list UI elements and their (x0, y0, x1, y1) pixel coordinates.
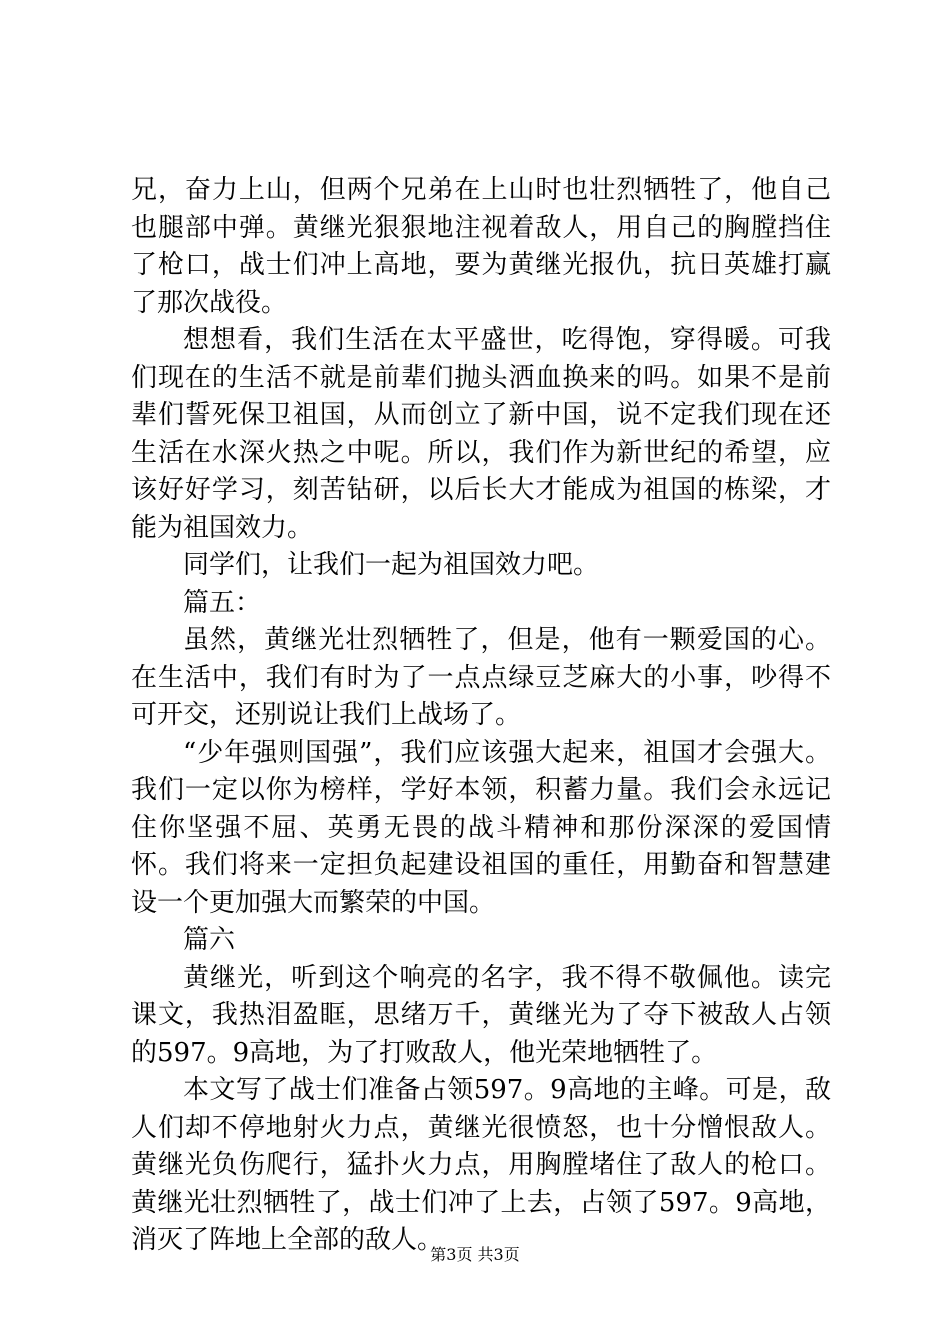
document-body (131, 172, 831, 1260)
paragraph: 本文写了战士们准备占领597。9高地的主峰。可是，敌人们却不停地射火力点，黄继光很愤怒，也十分憎恨敌人。黄继光负伤爬行，猛扑火力点，用胸膛堵住了敌人的枪口。黄继光壮烈牺牲了，战士们冲了上去，占领了597。9高地，消灭了阵地上全部的敌人。 (131, 1075, 831, 1255)
paragraph: 想想看，我们生活在太平盛世，吃得饱，穿得暖。可我们现在的生活不就是前辈们抛头洒血换来的吗。如果不是前辈们誓死保卫祖国，从而创立了新中国，说不定我们现在还生活在水深火热之中呢。所以，我们作为新世纪的希望，应该好好学习，刻苦钻研，以后长大才能成为祖国的栋梁，才能为祖国效力。 (131, 325, 831, 543)
paragraph: 黄继光，听到这个响亮的名字，我不得不敬佩他。读完课文，我热泪盈眶，思绪万千，黄继光为了夺下被敌人占领的597。9高地，为了打败敌人，他光荣地牺牲了。 (131, 962, 831, 1068)
paragraph: “少年强则国强”，我们应该强大起来，祖国才会强大。我们一定以你为榜样，学好本领，积蓄力量。我们会永远记住你坚强不屈、英勇无畏的战斗精神和那份深深的爱国情怀。我们将来一定担负起建设祖国的重任，用勤奋和智慧建设一个更加强大而繁荣的中国。 (131, 737, 831, 918)
paragraph: 虽然，黄继光壮烈牺牲了，但是，他有一颗爱国的心。在生活中，我们有时为了一点点绿豆芝麻大的小事，吵得不可开交，还别说让我们上战场了。 (131, 625, 831, 730)
page-number-footer: 第3页 共3页 (430, 1245, 520, 1264)
section-heading: 篇六 (183, 925, 236, 955)
paragraph: 兄，奋力上山，但两个兄弟在上山时也壮烈牺牲了，他自己也腿部中弹。黄继光狠狠地注视着敌人，用自己的胸膛挡住了枪口，战士们冲上高地，要为黄继光报仇，抗日英雄打赢了那次战役。 (131, 175, 831, 318)
paragraph: 同学们，让我们一起为祖国效力吧。 (183, 550, 600, 580)
section-heading: 篇五： (183, 587, 262, 618)
